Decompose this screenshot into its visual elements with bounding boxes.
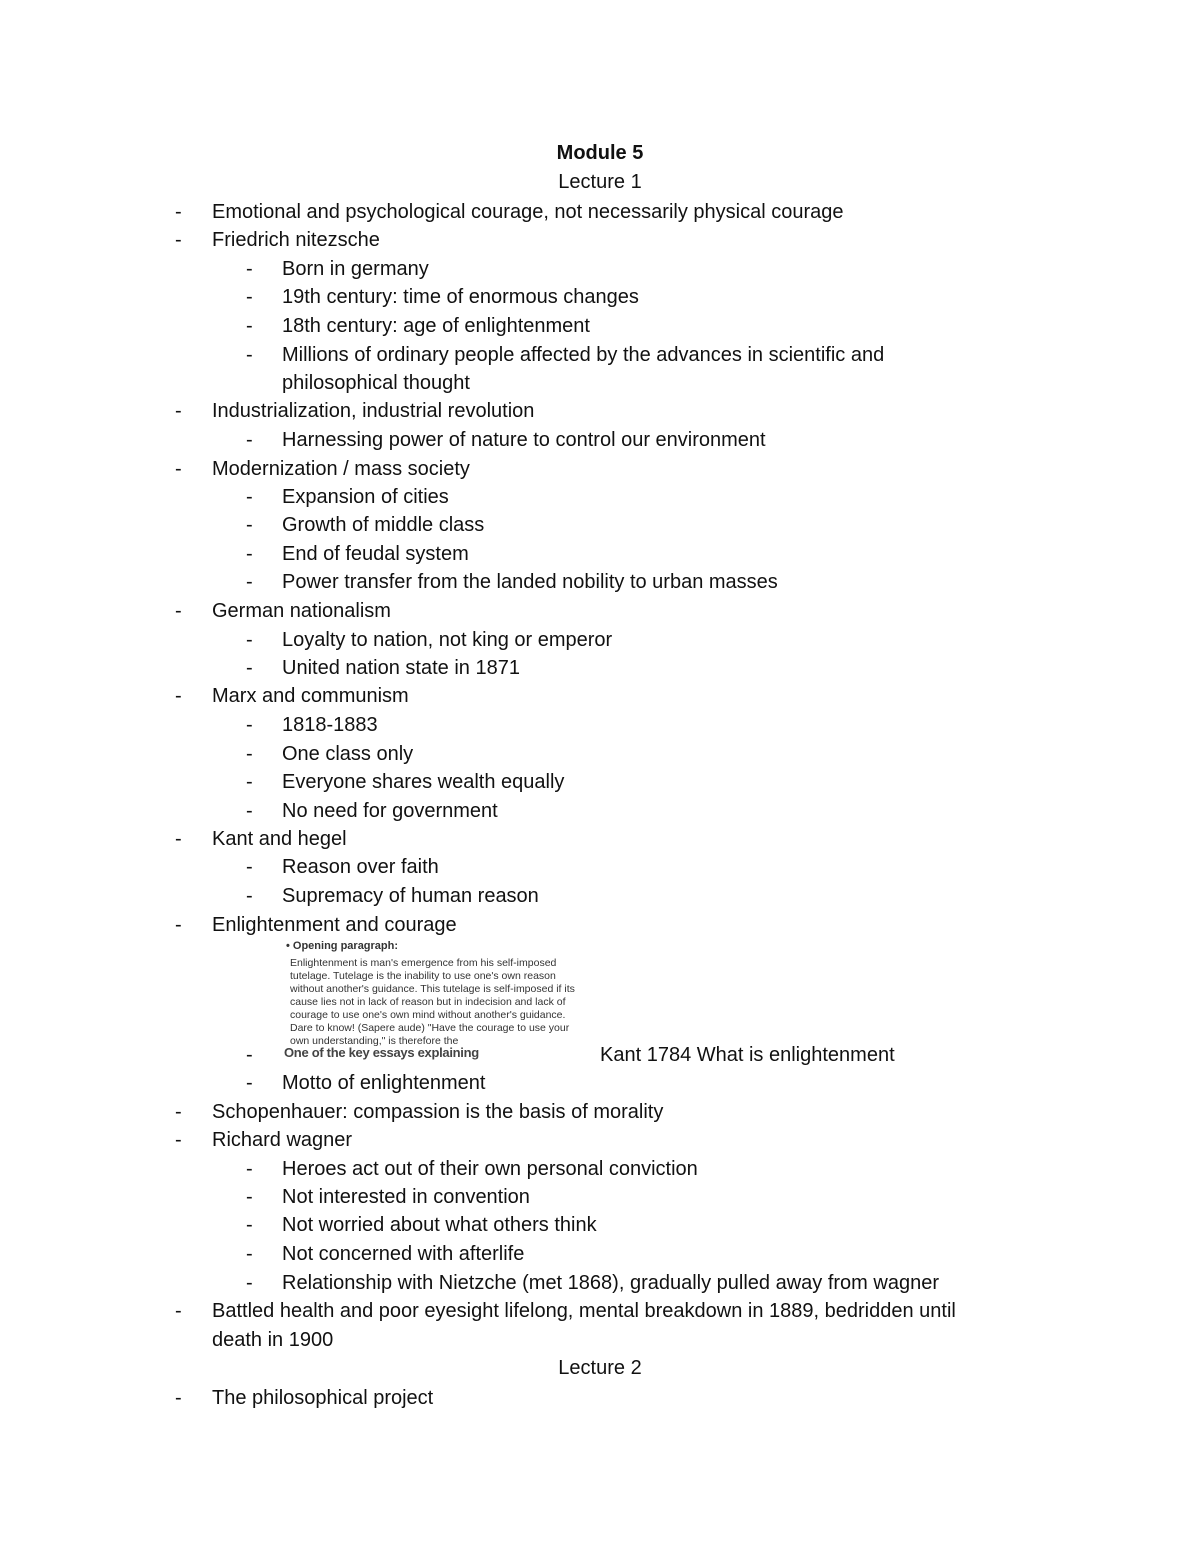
embedded-quote-image: [284, 938, 588, 1060]
list-item-continuation: death in 1900: [212, 1329, 334, 1351]
lecture-2-heading: Lecture 2: [558, 1357, 642, 1379]
list-item-continuation: philosophical thought: [282, 372, 470, 394]
document-page: Module 5 Lecture 1 - Emotional and psychological courage, not necessarily physical courage - Friedrich nitezsche - Born in germany - 19th century: time of enormous changes - 18th century: age of enlightenment - Millions of ordinary people affected by the advances in scientific and philosophical thought - Industrialization, industrial revolution - Harnessing power of nature to control our environment - Modernization / mass society - Expansion of cities - Growth of middle class - End of feudal system - Power transfer from the landed nobility to urban masses - German nationalism - Loyalty to nation, not king or emperor - United nation state in 1871 - Marx and communism - 1818-1883 - One class only - Everyone shares wealth equally - No need for government - Kant and hegel - Reason over faith - Supremacy of human reason - Enlightenment and courage - • Opening paragraph: Enlightenment is man's emergence from his self-imposed tutelage. Tutelage is the inability to use one's own reason without another's guidance. This tutelage is self-imposed if its cause lies not in lack of reason but in indecision and lack of courage to use one's own mind without another's guidance. Dare to know! (Sapere aude) "Have the courage to use your own understanding," is therefore the One of the key essays explaining Kant 1784 What is enlightenment - Motto of enlightenment - Schopenhauer: compassion is the basis of morality - Richard wagner - Heroes act out of their own personal conviction - Not interested in convention - Not worried about what others think - Not concerned with afterlife - Relationship with Nietzche (met 1868), gradually pulled away from wagner - Battled health and poor eyesight lifelong, mental breakdown in 1889, bedridden until death in 1900 Lecture 2 - The philosophical project: [0, 0, 1200, 1553]
lecture-1-heading: Lecture 1: [558, 171, 642, 193]
document-title: Module 5: [556, 142, 644, 164]
embedded-quote-heading: • Opening paragraph:: [286, 940, 399, 952]
embedded-quote-body: Enlightenment is man's emergence from his self-imposed tutelage. Tutelage is the inability to use one's own reason without another's guidance. This tutelage is self-imposed if its cause lies not in lack of reason but in indecision and lack of courage to use one's own mind without another's guidance. Dare to know! (Sapere aude) "Have the courage to use your own understanding," is therefore the: [290, 957, 575, 1047]
embedded-quote-caption: One of the key essays explaining: [284, 1045, 479, 1060]
kant-reference: Kant 1784 What is enlightenment: [600, 1044, 895, 1066]
